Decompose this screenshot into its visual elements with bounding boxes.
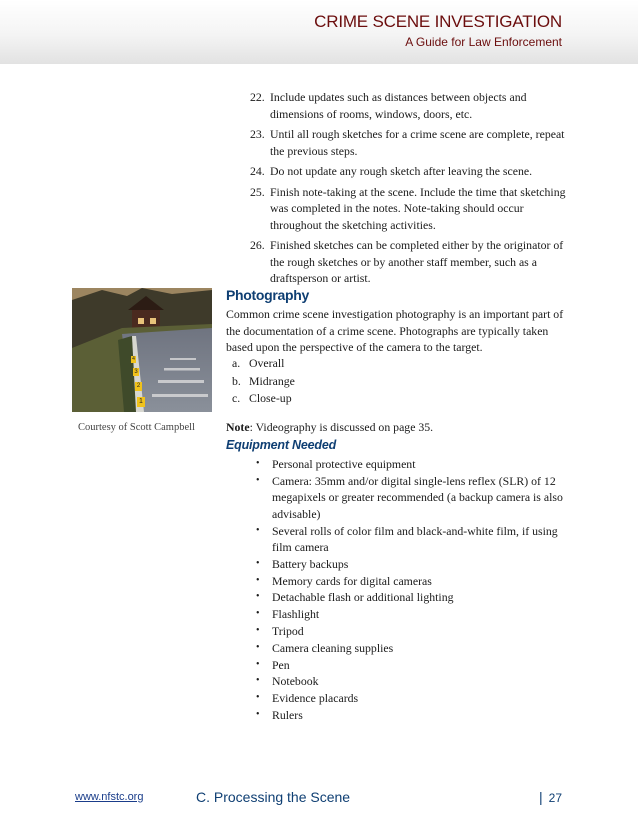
list-item: • Personal protective equipment bbox=[256, 457, 416, 471]
sketch-steps-list bbox=[250, 89, 566, 291]
list-item: • Camera: 35mm and/or digital single-lens reflex (SLR) of 12 megapixels or greater recommended (a backup camera is also advisable) bbox=[256, 473, 563, 521]
photography-intro: Common crime scene investigation photography is an important part of the documentation of a crime scene. Photographs are typically taken based upon the perspective of the camera to the target. bbox=[226, 307, 564, 354]
step-item: 24. Do not update any rough sketch after leaving the scene. bbox=[250, 164, 533, 178]
page-header bbox=[0, 0, 638, 64]
list-item: • Memory cards for digital cameras bbox=[256, 573, 432, 588]
evidence-placard: 4 bbox=[132, 356, 135, 362]
note-label: Note bbox=[226, 420, 250, 434]
evidence-placard: 3 bbox=[134, 369, 138, 375]
bullet-icon: • bbox=[256, 608, 260, 620]
bullet-icon: • bbox=[256, 625, 260, 637]
list-item: • Rulers bbox=[256, 708, 303, 723]
bullet-icon: • bbox=[256, 658, 260, 670]
bullet-icon: • bbox=[256, 557, 260, 569]
bullet-icon: • bbox=[256, 675, 260, 687]
list-item: • Camera cleaning supplies bbox=[256, 640, 394, 655]
crime-scene-road-photo bbox=[72, 288, 212, 412]
bullet-icon: • bbox=[256, 692, 260, 704]
evidence-placard: 1 bbox=[137, 397, 145, 407]
list-item: a. Overall bbox=[232, 356, 285, 370]
list-item: c. Close-up bbox=[232, 391, 292, 405]
photo-caption: Courtesy of Scott Campbell bbox=[78, 422, 195, 433]
perspective-list bbox=[232, 355, 295, 408]
header-subtitle: A Guide for Law Enforcement bbox=[405, 35, 562, 49]
list-item: • Several rolls of color film and black-and-white film, if using film camera bbox=[256, 523, 558, 555]
evidence-placard: 2 bbox=[136, 383, 141, 389]
list-item: • Tripod bbox=[256, 624, 304, 639]
footer-separator: | bbox=[539, 789, 543, 805]
step-item: 22. Include updates such as distances between objects and dimensions of rooms, windows, doors, etc. bbox=[250, 90, 527, 121]
footer-chapter-title: C. Processing the Scene bbox=[196, 789, 351, 805]
bullet-icon: • bbox=[256, 524, 260, 536]
bullet-icon: • bbox=[256, 458, 260, 469]
footer-page-number: | 27 bbox=[539, 789, 562, 805]
step-item: 25. Finish note-taking at the scene. Include the time that sketching was completed in the notes. Note-taking should occur throughout the sketching activities. bbox=[250, 184, 566, 232]
list-item: • Battery backups bbox=[256, 556, 349, 571]
list-item: • Evidence placards bbox=[256, 691, 359, 706]
list-item: • Pen bbox=[256, 657, 290, 672]
list-item: • Notebook bbox=[256, 674, 319, 689]
videography-note: Note: Videography is discussed on page 35. bbox=[226, 420, 434, 434]
bullet-icon: • bbox=[256, 574, 260, 586]
header-title: CRIME SCENE INVESTIGATION bbox=[314, 12, 562, 31]
section-heading-photography: Photography bbox=[226, 287, 310, 303]
bullet-icon: • bbox=[256, 709, 260, 721]
bullet-icon: • bbox=[256, 641, 260, 653]
equipment-list bbox=[256, 456, 568, 724]
step-item: 26. Finished sketches can be completed either by the originator of the rough sketches or by another staff member, such as a draftsperson or artist. bbox=[250, 238, 564, 285]
bullet-icon: • bbox=[256, 474, 260, 486]
list-item: b. Midrange bbox=[232, 373, 295, 388]
bullet-icon: • bbox=[256, 591, 260, 603]
section-heading-equipment: Equipment Needed bbox=[226, 438, 337, 452]
footer-website-link[interactable]: www.nfstc.org bbox=[75, 791, 144, 803]
step-item: 23. Until all rough sketches for a crime scene are complete, repeat the previous steps. bbox=[250, 127, 565, 158]
list-item: • Flashlight bbox=[256, 607, 320, 622]
list-item: • Detachable flash or additional lighting bbox=[256, 590, 454, 605]
